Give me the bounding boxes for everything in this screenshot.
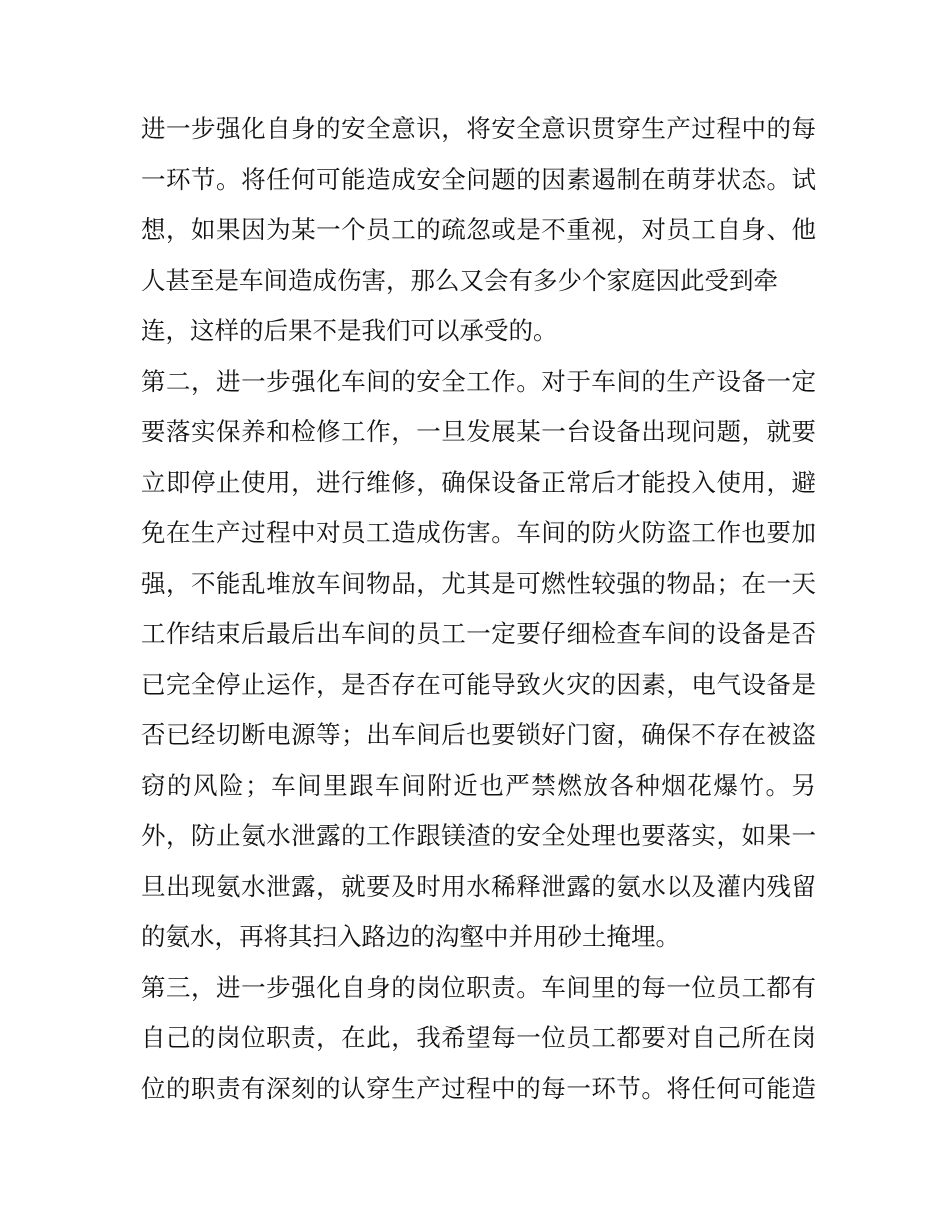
body-text	[141, 104, 816, 1114]
text-line: 强，不能乱堆放车间物品，尤其是可燃性较强的物品；在一天	[141, 568, 816, 598]
text-line: 外，防止氨水泄露的工作跟镁渣的安全处理也要落实，如果一	[141, 821, 816, 850]
text-line: 工作结束后最后出车间的员工一定要仔细检查车间的设备是否	[141, 619, 816, 648]
text-line: 否已经切断电源等；出车间后也要锁好门窗，确保不存在被盗	[141, 720, 816, 749]
text-line: 旦出现氨水泄露，就要及时用水稀释泄露的氨水以及灌内残留	[141, 871, 816, 901]
text-line: 想，如果因为某一个员工的疏忽或是不重视，对员工自身、他	[141, 215, 816, 244]
text-line: 一环节。将任何可能造成安全问题的因素遏制在萌芽状态。试	[141, 164, 816, 194]
text-line: 位的职责有深刻的认穿生产过程中的每一环节。将任何可能造	[141, 1073, 816, 1103]
text-line: 的氨水，再将其扫入路边的沟壑中并用砂土掩埋。	[141, 922, 680, 951]
text-line: 窃的风险；车间里跟车间附近也严禁燃放各种烟花爆竹。另	[141, 770, 816, 800]
text-line: 进一步强化自身的安全意识，将安全意识贯穿生产过程中的每	[141, 114, 816, 143]
text-line: 连，这样的后果不是我们可以承受的。	[141, 316, 558, 345]
text-line: 免在生产过程中对员工造成伤害。车间的防火防盗工作也要加	[141, 518, 816, 547]
text-line: 已完全停止运作，是否存在可能导致火灾的因素，电气设备是	[141, 669, 816, 699]
text-line: 人甚至是车间造成伤害，那么又会有多少个家庭因此受到牵	[141, 265, 778, 295]
text-line: 立即停止使用，进行维修，确保设备正常后才能投入使用，避	[141, 467, 816, 497]
text-line: 要落实保养和检修工作，一旦发展某一台设备出现问题，就要	[141, 417, 816, 446]
text-line: 自己的岗位职责，在此，我希望每一位员工都要对自己所在岗	[141, 1023, 816, 1052]
text-line: 第二，进一步强化车间的安全工作。对于车间的生产设备一定	[141, 366, 816, 396]
text-line: 第三，进一步强化自身的岗位职责。车间里的每一位员工都有	[141, 972, 816, 1002]
